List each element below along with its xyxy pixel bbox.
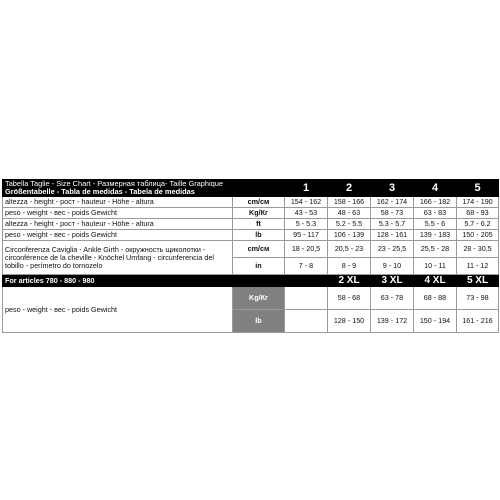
size-header-5: 5 [457,180,499,197]
table-cell: 5.2 - 5.5 [328,219,371,230]
table-cell: 73 - 98 [457,287,499,310]
empty-cell [285,287,328,310]
chart-title-line1: Tabella Taglie - Size Chart - Размерная таблица- Taille Graphique [5,179,223,188]
table-cell: 10 - 11 [414,258,457,275]
articles-label: For articles 780 - 880 - 980 [3,275,328,287]
table-cell: 28 - 30,5 [457,241,499,258]
size-header-1: 1 [285,180,328,197]
row-unit: lb [233,230,285,241]
articles-weight-label: peso - weight - вес - poids Gewicht [3,287,233,333]
size-header-2: 2 [328,180,371,197]
row-unit: lb [233,310,285,333]
chart-title [3,180,285,197]
table-cell: 162 - 174 [371,197,414,208]
size-header-3xl: 3 XL [371,275,414,287]
table-row-height-ft [3,219,499,230]
size-header-4: 4 [414,180,457,197]
table-cell: 58 - 68 [328,287,371,310]
table-cell: 18 - 20,5 [285,241,328,258]
size-header-5xl: 5 XL [457,275,499,287]
table-cell: 128 - 161 [371,230,414,241]
table-cell: 166 - 182 [414,197,457,208]
table-cell: 158 - 166 [328,197,371,208]
table-cell: 154 - 162 [285,197,328,208]
table-row-height-cm [3,197,499,208]
table-cell: 5.5 - 6 [414,219,457,230]
size-chart-table [2,179,499,333]
row-unit: in [233,258,285,275]
table-cell: 5.3 - 5.7 [371,219,414,230]
size-header-4xl: 4 XL [414,275,457,287]
size-header-2xl: 2 XL [328,275,371,287]
header-row [3,180,499,197]
table-cell: 43 - 53 [285,208,328,219]
table-cell: 25,5 - 28 [414,241,457,258]
row-unit: cm/см [233,197,285,208]
row-label: peso - weight - вес - poids Gewicht [3,230,233,241]
table-cell: 7 - 8 [285,258,328,275]
table-cell: 106 - 139 [328,230,371,241]
row-label: altezza - height - рост - hauteur - Höhe - altura [3,197,233,208]
table-cell: 174 - 190 [457,197,499,208]
table-cell: 5.7 - 6.2 [457,219,499,230]
ankle-girth-label: Circonferenza Caviglia - Ankle Girth - окружность щиколотки - circonférence de la cheville - Knöchel Umfang - circunferencia del tobillo - perímetro do tornozelo [3,241,233,275]
row-label: altezza - height - рост - hauteur - Höhe - altura [3,219,233,230]
table-cell: 68 - 88 [414,287,457,310]
row-unit: Kg/Кг [233,208,285,219]
empty-cell [285,310,328,333]
table-cell: 63 - 83 [414,208,457,219]
table-cell: 150 - 205 [457,230,499,241]
table-row-weight-kg [3,208,499,219]
row-unit: cm/см [233,241,285,258]
table-cell: 23 - 25,5 [371,241,414,258]
table-cell: 68 - 93 [457,208,499,219]
table-row-weight-lb [3,230,499,241]
table-cell: 139 - 172 [371,310,414,333]
table-row-ankle-cm [3,241,499,258]
table-cell: 95 - 117 [285,230,328,241]
chart-title-line2: Größentabelle - Tabla de medidas - Tabela de medidas [5,187,195,197]
table-cell: 48 - 63 [328,208,371,219]
row-label: peso - weight - вес - poids Gewicht [3,208,233,219]
table-cell: 8 - 9 [328,258,371,275]
row-unit: Kg/Кг [233,287,285,310]
table-cell: 139 - 183 [414,230,457,241]
articles-header-row [3,275,499,287]
row-unit: ft [233,219,285,230]
table-cell: 20,5 - 23 [328,241,371,258]
table-cell: 63 - 78 [371,287,414,310]
size-header-3: 3 [371,180,414,197]
table-cell: 9 - 10 [371,258,414,275]
table-cell: 161 - 216 [457,310,499,333]
table-row-articles-kg [3,287,499,310]
table-cell: 150 - 194 [414,310,457,333]
table-cell: 128 - 150 [328,310,371,333]
table-cell: 11 - 12 [457,258,499,275]
table-cell: 5 - 5.3 [285,219,328,230]
table-cell: 58 - 73 [371,208,414,219]
